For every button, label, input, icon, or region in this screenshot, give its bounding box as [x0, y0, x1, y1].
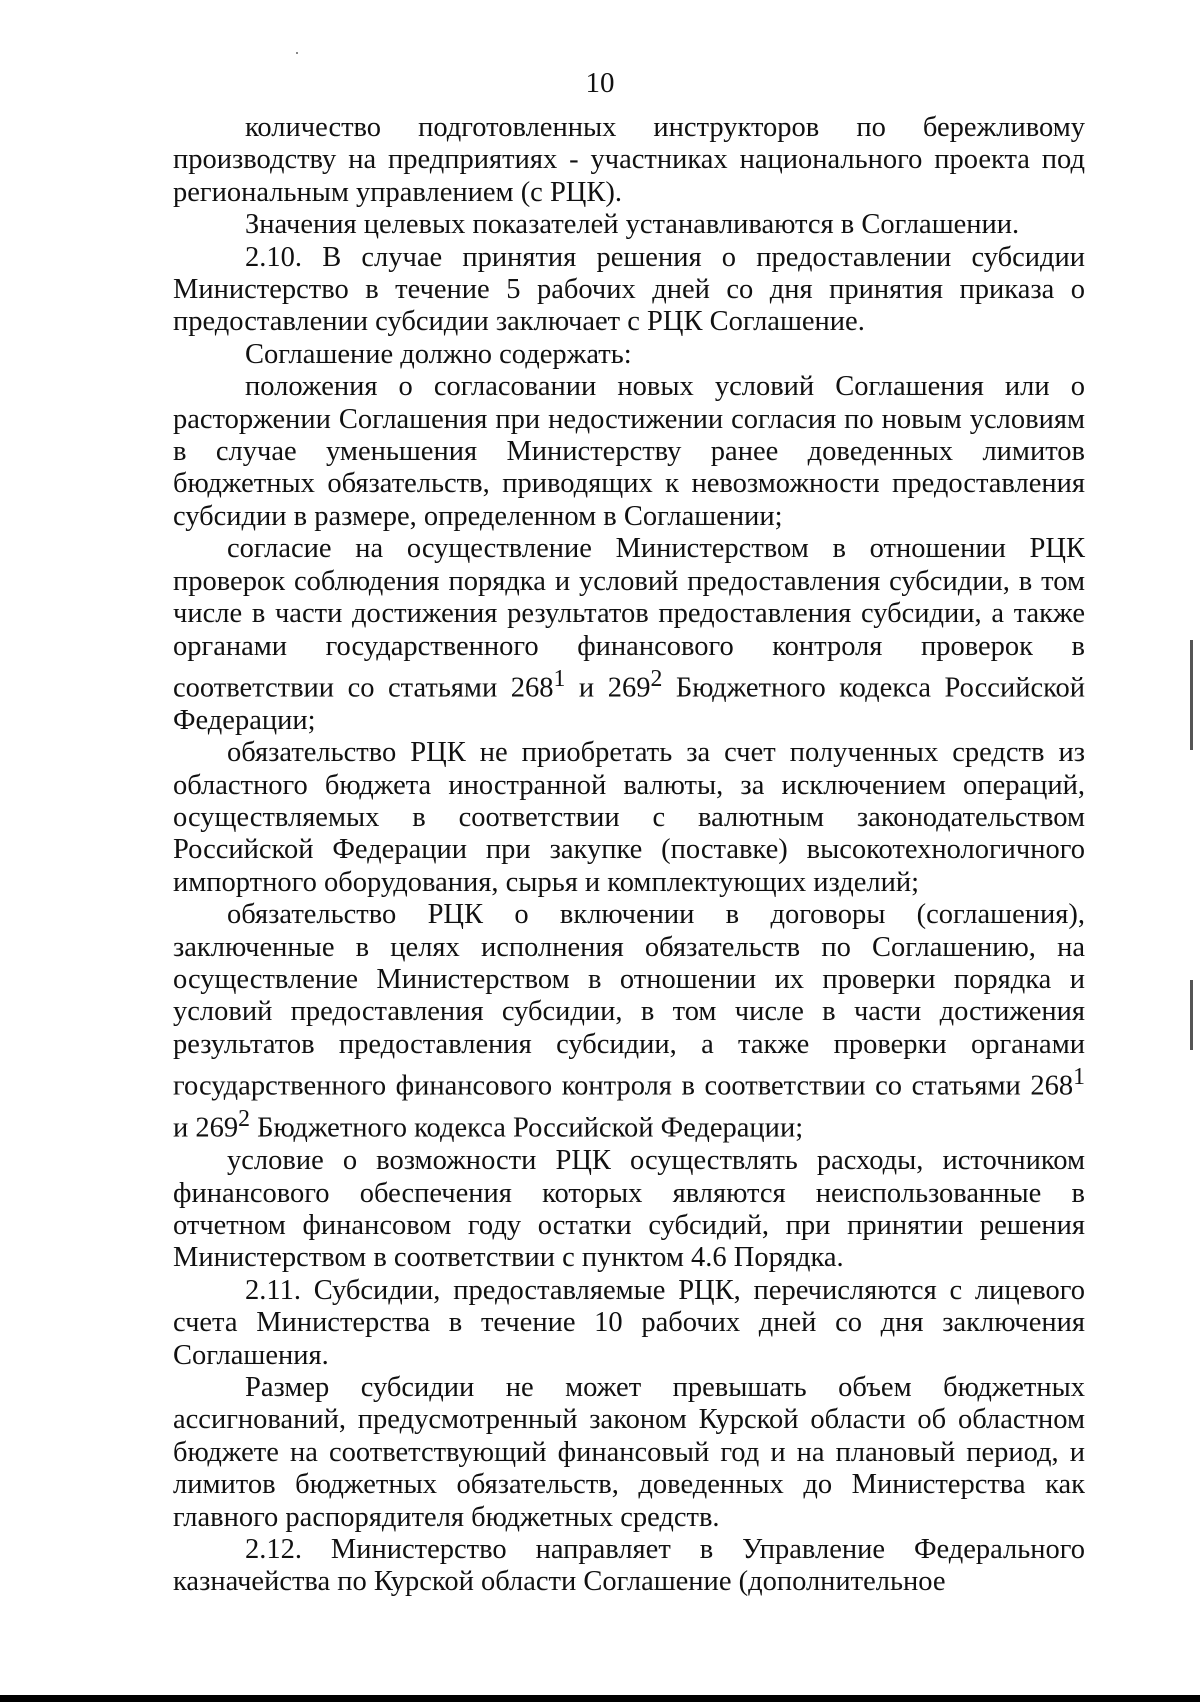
paragraph-contracts-inclusion — [173, 899, 1085, 1145]
superscript: 1 — [553, 665, 566, 692]
superscript: 1 — [1073, 1064, 1085, 1091]
scan-edge-mark — [1190, 980, 1193, 1050]
paragraph-text: и 269 — [173, 1112, 239, 1144]
paragraph-2-10: 2.10. В случае принятия решения о предоставлении субсидии Министерство в течение 5 рабочих дней со дня принятия приказа о предоставлении субсидии заключает с РЦК Соглашение. — [173, 241, 1085, 338]
paragraph-target-values: Значения целевых показателей устанавливаются в Соглашении. — [245, 209, 1020, 241]
paragraph-agreement-contents: Соглашение должно содержать: — [245, 338, 632, 370]
paragraph-instructors: количество подготовленных инструкторов по бережливому производству на предприятиях - участниках национального проекта под региональным управлением (с РЦК). — [173, 112, 1085, 208]
scan-bottom-edge — [0, 1695, 1200, 1702]
paragraph-foreign-currency: обязательство РЦК не приобретать за счет полученных средств из областного бюджета иностранной валюты, за исключением операций, осуществляемых в соответствии с валютным законодательством Российской Федерации при закупке (поставке) высокотехнологичного импортного оборудования, сырья и комплектующих изделий; — [173, 737, 1085, 898]
paragraph-consent-inspections — [173, 533, 1085, 737]
paragraph-text: Бюджетного кодекса Российской Федерации; — [250, 1112, 804, 1144]
page-number: 10 — [585, 67, 615, 99]
paragraph-2-12: 2.12. Министерство направляет в Управление Федерального казначейства по Курской области Соглашение (дополнительное — [173, 1533, 1085, 1598]
document-body — [173, 112, 1085, 1599]
paragraph-text: обязательство РЦК о включении в договоры (соглашения), заключенные в целях исполнения обязательств по Соглашению, на осуществление Министерством в отношении их проверки порядка и условий предоставления субсидии, в том числе в части достижения результатов предоставления субсидии, а также проверки органами государственного финансового контроля в соответствии со статьями 268 — [173, 899, 1085, 1102]
paragraph-new-conditions: положения о согласовании новых условий Соглашения или о расторжении Соглашения при недостижении согласия по новым условиям в случае уменьшения Министерству ранее доведенных лимитов бюджетных обязательств, приводящих к невозможности предоставления субсидии в размере, определенном в Соглашении; — [173, 371, 1085, 532]
paragraph-2-11: 2.11. Субсидии, предоставляемые РЦК, перечисляются с лицевого счета Министерства в течение 10 рабочих дней со дня заключения Соглашения. — [173, 1274, 1085, 1371]
superscript: 2 — [238, 1106, 251, 1133]
paragraph-subsidy-size: Размер субсидии не может превышать объем бюджетных ассигнований, предусмотренный законом Курской области об областном бюджете на соответствующий финансовый год и на плановый период, и лимитов бюджетных обязательств, доведенных до Министерства как главного распорядителя бюджетных средств. — [173, 1371, 1085, 1533]
scan-edge-mark — [1190, 640, 1193, 750]
superscript: 2 — [650, 665, 663, 692]
paragraph-unused-balances: условие о возможности РЦК осуществлять расходы, источником финансового обеспечения которых являются неиспользованные в отчетном финансовом году остатки субсидий, при принятии решения Министерством в соответствии с пунктом 4.6 Порядка. — [173, 1145, 1085, 1274]
paragraph-text: и 269 — [565, 672, 651, 704]
paragraph-text: Бюджетного кодекса Российской Федерации; — [173, 672, 1085, 736]
scan-speck — [296, 52, 298, 54]
paragraph-text: согласие на осуществление Министерством в отношении РЦК проверок соблюдения порядка и условий предоставления субсидии, в том числе в части достижения результатов предоставления субсидии, а также органами государственного финансового контроля проверок в соответствии со статьями 268 — [173, 533, 1085, 704]
